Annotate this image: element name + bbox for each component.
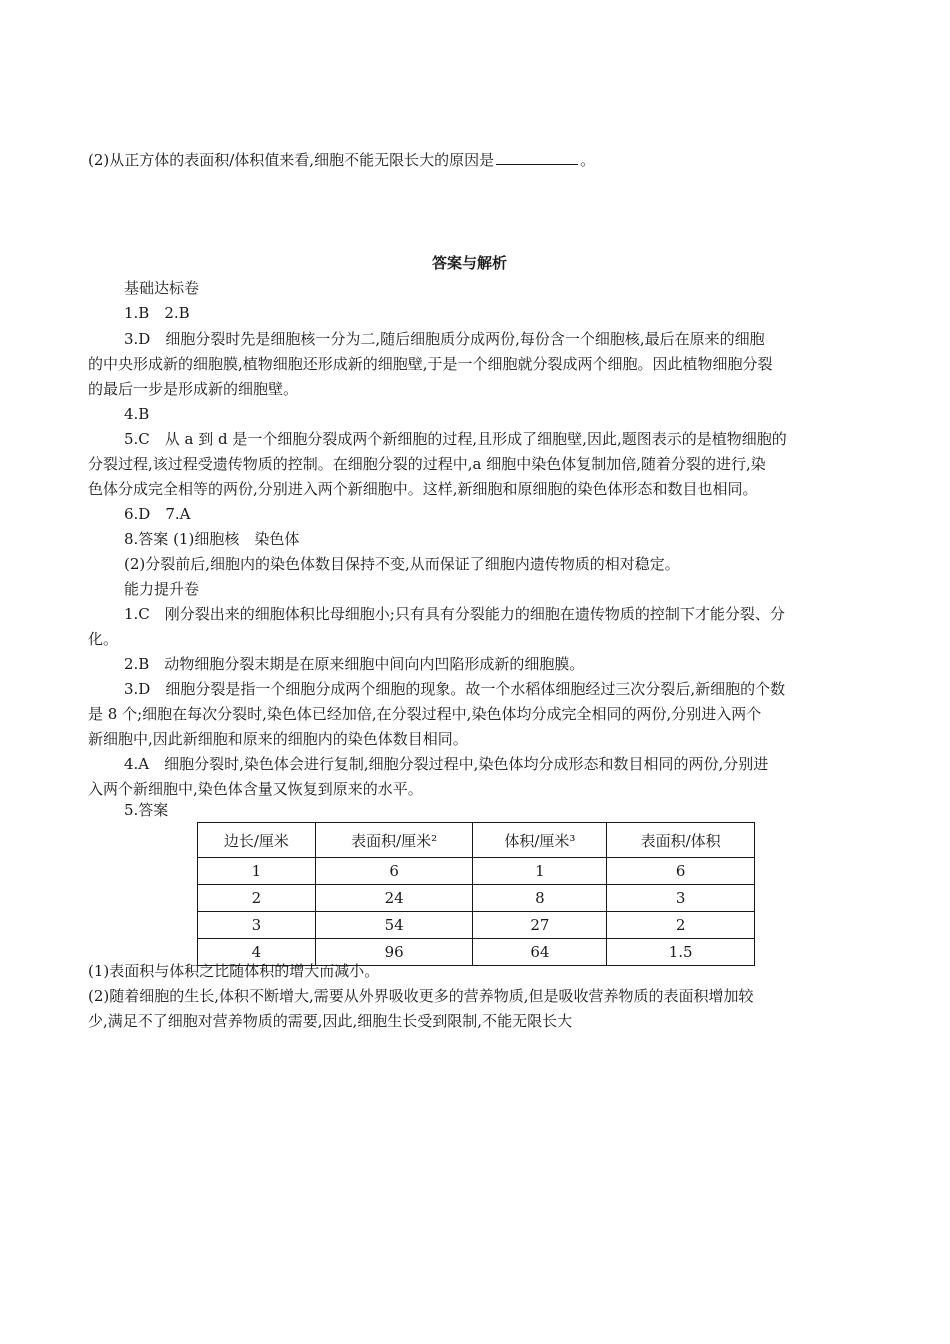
table-cell: 4 (198, 939, 316, 966)
basic-answer-3-line2: 的中央形成新的细胞膜,植物细胞还形成新的细胞壁,于是一个细胞就分裂成两个细胞。因此植物细胞分裂 (88, 355, 773, 373)
basic-heading: 基础达标卷 (124, 279, 200, 297)
table-header-row (198, 823, 755, 858)
advanced-answer-3-line3: 新细胞中,因此新细胞和原来的细胞内的染色体数目相同。 (88, 730, 468, 748)
table-cell: 1.5 (607, 939, 755, 966)
table-cell: 27 (473, 912, 607, 939)
advanced-answer-4-line2: 入两个新细胞中,染色体含量又恢复到原来的水平。 (88, 780, 423, 798)
question-2 (88, 150, 595, 170)
advanced-answer-1-line1: 1.C 刚分裂出来的细胞体积比母细胞小;只有具有分裂能力的细胞在遗传物质的控制下才能分裂、分 (124, 605, 785, 623)
table-cell: 8 (473, 885, 607, 912)
table-row (198, 912, 755, 939)
answer-blank[interactable] (496, 150, 578, 165)
table-cell: 1 (198, 858, 316, 885)
advanced-answer-1-line2: 化。 (88, 630, 119, 648)
basic-answer-5-line1: 5.C 从 a 到 d 是一个细胞分裂成两个新细胞的过程,且形成了细胞壁,因此,题图表示的是植物细胞的 (124, 430, 787, 448)
answers-title: 答案与解析 (432, 254, 508, 272)
table-cell: 6 (607, 858, 755, 885)
question-2-text: (2)从正方体的表面积/体积值来看,细胞不能无限长大的原因是 (88, 151, 495, 169)
table-cell: 24 (315, 885, 473, 912)
advanced-answer-2: 2.B 动物细胞分裂末期是在原来细胞中间向内凹陷形成新的细胞膜。 (124, 655, 585, 673)
table-cell: 3 (198, 912, 316, 939)
table-row (198, 858, 755, 885)
table-row (198, 885, 755, 912)
basic-answer-1-2: 1.B 2.B (124, 304, 190, 322)
basic-answer-8-line1: 8.答案 (1)细胞核 染色体 (124, 530, 300, 548)
basic-answer-5-line3: 色体分成完全相等的两份,分别进入两个新细胞中。这样,新细胞和原细胞的染色体形态和数目也相同。 (88, 480, 758, 498)
table-header-cell: 表面积/体积 (607, 823, 755, 858)
table-header-cell: 边长/厘米 (198, 823, 316, 858)
table-cell: 96 (315, 939, 473, 966)
table-cell: 2 (198, 885, 316, 912)
table-cell: 64 (473, 939, 607, 966)
advanced-answer-3-line2: 是 8 个;细胞在每次分裂时,染色体已经加倍,在分裂过程中,染色体均分成完全相同的两份,分别进入两个 (88, 705, 762, 723)
surface-volume-table (197, 822, 755, 966)
table-header-cell: 表面积/厘米² (315, 823, 473, 858)
table-cell: 54 (315, 912, 473, 939)
basic-answer-3-line3: 的最后一步是形成新的细胞壁。 (88, 380, 299, 398)
conclusion-2-line1: (2)随着细胞的生长,体积不断增大,需要从外界吸收更多的营养物质,但是吸收营养物质的表面积增加较 (88, 987, 754, 1005)
advanced-answer-3-line1: 3.D 细胞分裂是指一个细胞分成两个细胞的现象。故一个水稻体细胞经过三次分裂后,新细胞的个数 (124, 680, 786, 698)
basic-answer-4: 4.B (124, 405, 150, 423)
basic-answer-5-line2: 分裂过程,该过程受遗传物质的控制。在细胞分裂的过程中,a 细胞中染色体复制加倍,随着分裂的进行,染 (88, 455, 766, 473)
basic-answer-6-7: 6.D 7.A (124, 505, 191, 523)
table-cell: 6 (315, 858, 473, 885)
advanced-heading: 能力提升卷 (124, 580, 200, 598)
table-header-cell: 体积/厘米³ (473, 823, 607, 858)
conclusion-2-line2: 少,满足不了细胞对营养物质的需要,因此,细胞生长受到限制,不能无限长大 (88, 1012, 573, 1030)
table-cell: 2 (607, 912, 755, 939)
question-2-end: 。 (580, 151, 596, 169)
table-cell: 1 (473, 858, 607, 885)
basic-answer-3-line1: 3.D 细胞分裂时先是细胞核一分为二,随后细胞质分成两份,每份含一个细胞核,最后在原来的细胞 (124, 330, 765, 348)
advanced-answer-5: 5.答案 (124, 801, 169, 819)
conclusion-1: (1)表面积与体积之比随体积的增大而减小。 (88, 962, 380, 980)
table-cell: 3 (607, 885, 755, 912)
basic-answer-8-line2: (2)分裂前后,细胞内的染色体数目保持不变,从而保证了细胞内遗传物质的相对稳定。 (124, 555, 680, 573)
advanced-answer-4-line1: 4.A 细胞分裂时,染色体会进行复制,细胞分裂过程中,染色体均分成形态和数目相同的两份,分别进 (124, 755, 769, 773)
